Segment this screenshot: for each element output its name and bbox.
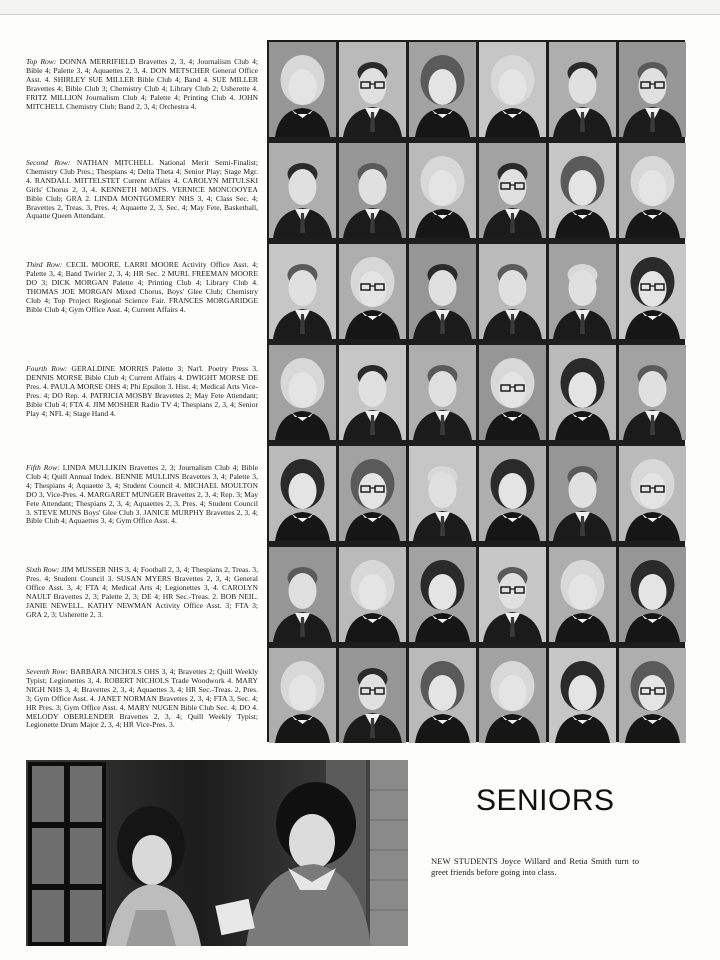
portrait-photo: [269, 345, 336, 440]
caption-row-7: [26, 668, 258, 730]
portrait-photo: [619, 648, 686, 743]
portrait-photo: [549, 143, 616, 238]
portrait-photo: [339, 446, 406, 541]
caption-text: CECIL MOORE. LARRI MOORE Activity Office Asst. 4; Palette 3, 4; Band Twirler 2, 3, 4; HR Sec. 2 MURL FREEMAN MOORE DO 3; DICK MORGAN Palette 4; Printing Club 4; Library Club 4. THOMAS JOE MORGAN Mixed Chorus, Boys' Glee Club; Chemistry Club 4; Top Project Regional Science Fair. FRANCES MORGARIDGE Bible Club 4; Gym Office Asst. 4; Current Affairs 4.: [26, 260, 258, 314]
portrait-photo: [549, 345, 616, 440]
caption-label: Fourth Row:: [26, 364, 68, 373]
portrait-photo: [479, 345, 546, 440]
portrait-photo: [549, 648, 616, 743]
page-title: SENIORS: [476, 784, 615, 817]
page-top-edge: [0, 0, 720, 15]
portrait-photo: [409, 446, 476, 541]
portrait-photo: [619, 42, 686, 137]
portrait-photo: [409, 345, 476, 440]
caption-label: Top Row:: [26, 57, 57, 66]
caption-row-4: [26, 365, 258, 418]
portrait-photo: [409, 42, 476, 137]
caption-text: GERALDINE MORRIS Palette 3; Nat'l. Poetry Press 3. DENNIS MORSE Bible Club 4; Current Affairs 4. DWIGHT MORSE DE Pres. 4. PAULA MORSE OHS 4; Phi Epsilon 3. Hist. 4; Medical Arts Vice-Pres. 4; DO Rep. 4. PATRICIA MOSBY Bravettes 2; May Fete Attendant; Bible Club 4; FTA 4. JIM MOSHER Radio TV 4; Thespians 2, 3, 4; Senior Play 4; NFL 4; Stage Hand 4.: [26, 364, 258, 418]
portrait-grid: [267, 40, 685, 742]
caption-text: BARBARA NICHOLS OHS 3, 4; Bravettes 2; Quill Weekly Typist; Legionettes 3, 4. ROBERT NICHOLS Trade Woodwork 4. MARY NIGH NHS 3, 4; Bravettes 2, 3, 4; Aquaettes 3, 4; HR Sec.-Treas. 2, Pres. 3; Gym Office Asst. 4. JANET NORMAN Bravettes 2, 3, 4; FTA 3, Sec. 4; HR Pres. 3; Gym Office Asst. 4. MARY NUGEN Bible Club Sec. 4; DO 4. MELODY OBERLENDER Bravettes 2, 3, 4; Quill Weekly Typist; Legionette Drum Major 2, 3, 4; HR Vice-Pres. 3.: [26, 667, 258, 730]
caption-label: Fifth Row:: [26, 463, 60, 472]
caption-label: Third Row:: [26, 260, 63, 269]
portrait-photo: [479, 547, 546, 642]
caption-label: Seventh Row:: [26, 667, 68, 676]
portrait-photo: [619, 446, 686, 541]
portrait-photo: [619, 345, 686, 440]
caption-label: Sixth Row:: [26, 565, 60, 574]
new-students-caption: NEW STUDENTS Joyce Willard and Retia Smith turn to greet friends before going into class.: [431, 856, 639, 877]
portrait-photo: [339, 42, 406, 137]
portrait-photo: [479, 446, 546, 541]
portrait-photo: [339, 547, 406, 642]
new-students-photo-image: [26, 760, 408, 946]
portrait-photo: [549, 547, 616, 642]
caption-text: DONNA MERRIFIELD Bravettes 2, 3, 4; Journalism Club 4; Bible 4; Palette 3, 4; Aquaettes 2, 3, 4. DON METSCHER General Office Asst. 4. SHIRLEY SUE MILLER Bible Club 4; Band 4. SUE MILLER Bravettes 4; Bible Club 3; Chemistry Club 4; Library Club 2; Usherette 4. FRITZ MILLION Journalism Club 4; Palette 4; Printing Club 4. JOHN MITCHELL Chemistry Club; Band 2, 3, 4; Orchestra 4.: [26, 57, 258, 111]
portrait-photo: [339, 143, 406, 238]
portrait-photo: [339, 244, 406, 339]
portrait-photo: [479, 244, 546, 339]
portrait-photo: [479, 648, 546, 743]
portrait-photo: [409, 648, 476, 743]
portrait-photo: [339, 345, 406, 440]
portrait-photo: [479, 42, 546, 137]
portrait-photo: [479, 143, 546, 238]
caption-text: NATHAN MITCHELL National Merit Semi-Finalist; Chemistry Club Pres.; Thespians 4; Delta Theta 4; Senior Play; Stage Mgr. 4. RANDALL MITTELSTET Current Affairs 4. CAROLYN MITULSKI Girls' Chorus 2, 3, 4. KENNETH MOATS. VERNICE MONCOOYEA Bible Club; GRA 2. LINDA MONTGOMERY NHS 3, 4; Class Sec. 4; Bravettes 2, Treas. 3, Pres. 4; Aquaette 2, 3, Sec. 4; May Fete, Basketball, Aquatte Queen Attendant.: [26, 158, 259, 221]
portrait-photo: [409, 547, 476, 642]
caption-row-2: [26, 159, 258, 221]
caption-text: LINDA MULLIKIN Bravettes 2, 3; Journalism Club 4; Bible Club 4; Quill Annual Index. BENNIE MULLINS Bravettes 3, 4; Palette 3, 4; Thespians 4; Aquaette 3, 4; Student Council 4. MICHAEL MOULTON DO 3, Vice-Pres. 4. MARGARET MUNGER Bravettes 2, 3, 4; Rep. 3; May Fete Attendant; Thespians 2, 3, 4; Aquaettes 2, 3, Pres. 4; Student Council 3. STEVE MUNS Boys' Glee Club 3. JANICE MURPHY Bravettes 2, 3, 4; Bible Club 4; Aquaettes 3, 4; Gym Office Asst. 4.: [26, 463, 258, 526]
portrait-photo: [269, 648, 336, 743]
portrait-photo: [269, 446, 336, 541]
caption-row-5: [26, 464, 258, 526]
caption-text: JIM MUSSER NHS 3, 4; Football 2, 3, 4; Thespians 2, Treas. 3, Pres. 4; Student Council 3. SUSAN MYERS Bravettes 2, 3, 4; General Office Asst. 3, 4; FTA 4; Medical Arts 4; Legionettes 3, 4. CAROLYN NAULT Bravettes 2, 3; Palette 2, 3; DE 4; HR Sec.-Treas. 2. BOB NEIL. JANIE NEWELL. KATHY NEWMAN Activity Office Asst. 3; FTA 3; GRA 2, 3; Usherette 2, 3.: [26, 565, 258, 619]
portrait-photo: [409, 143, 476, 238]
portrait-photo: [619, 244, 686, 339]
portrait-photo: [619, 143, 686, 238]
portrait-photo: [549, 446, 616, 541]
portrait-photo: [339, 648, 406, 743]
portrait-photo: [549, 244, 616, 339]
portrait-photo: [269, 244, 336, 339]
portrait-photo: [269, 547, 336, 642]
portrait-photo: [269, 42, 336, 137]
portrait-photo: [269, 143, 336, 238]
portrait-photo: [409, 244, 476, 339]
caption-row-1: [26, 58, 258, 111]
new-students-photo: [26, 760, 408, 946]
portrait-photo: [549, 42, 616, 137]
caption-label: Second Row:: [26, 158, 71, 167]
caption-row-6: [26, 566, 258, 619]
portrait-photo: [619, 547, 686, 642]
caption-row-3: [26, 261, 258, 314]
